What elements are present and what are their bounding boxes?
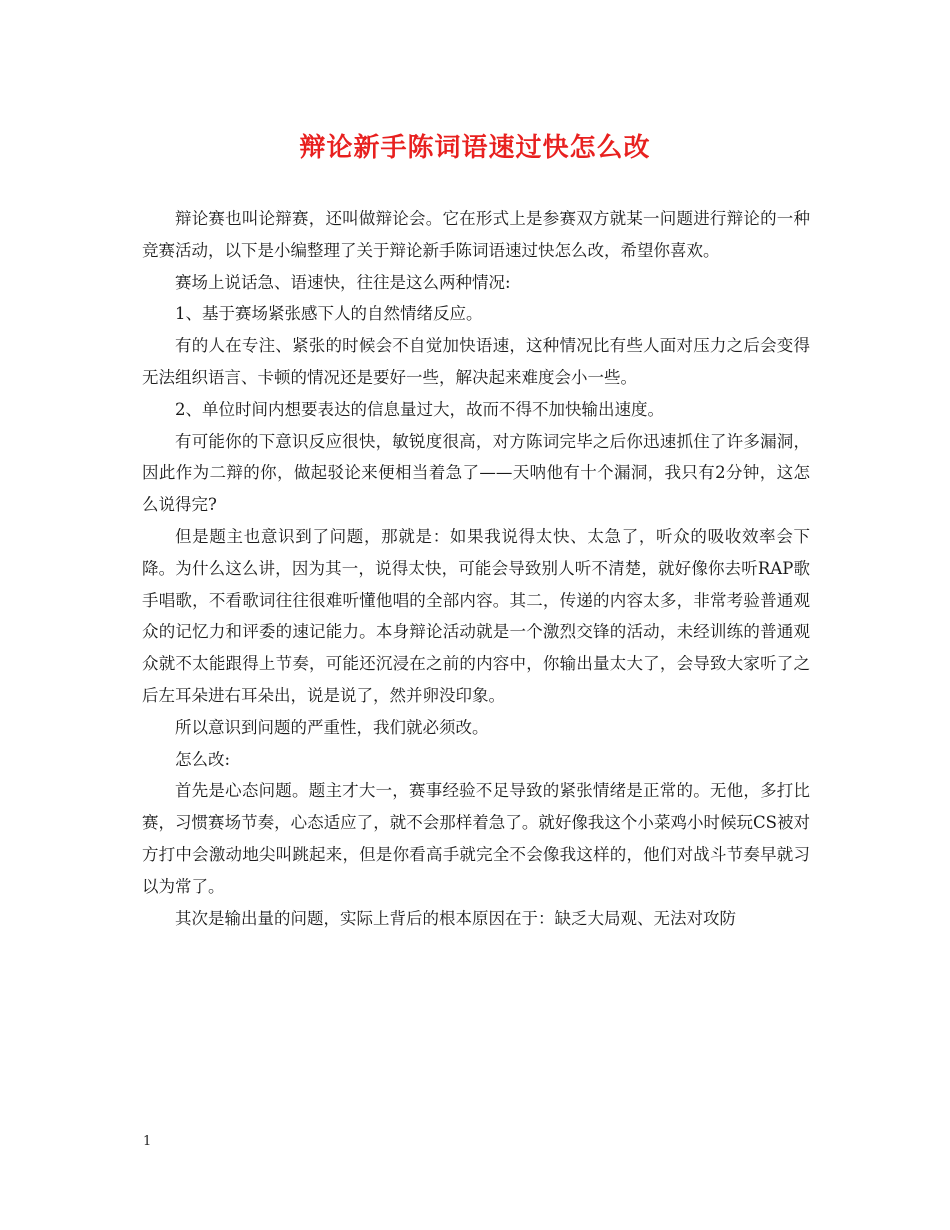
paragraph-output: 其次是输出量的问题，实际上背后的根本原因在于：缺乏大局观、无法对攻防 [175,908,736,928]
paragraph-intro: 辩论赛也叫论辩赛，还叫做辩论会。它在形式上是参赛双方就某一问题进行辩论的一种竞赛活动，以下是小编整理了关于辩论新手陈词语速过快怎么改，希望你喜欢。 [142,209,810,260]
paragraph-problem: 但是题主也意识到了问题，那就是：如果我说得太快、太急了，听众的吸收效率会下降。为什么这么讲，因为其一，说得太快，可能会导致别人听不清楚，就好像你去听RAP歌手唱歌，不看歌词往往很难听懂他唱的全部内容。其二，传递的内容太多，非常考验普通观众的记忆力和评委的速记能力。本身辩论活动就是一个激烈交锋的活动，未经训练的普通观众就不太能跟得上节奏，可能还沉浸在之前的内容中，你输出量太大了，会导致大家听了之后左耳朵进右耳朵出，说是说了，然并卵没印象。 [142,526,810,705]
paragraph-point-1-detail: 有的人在专注、紧张的时候会不自觉加快语速，这种情况比有些人面对压力之后会变得无法组织语言、卡顿的情况还是要好一些，解决起来难度会小一些。 [142,336,810,387]
paragraph-must-change: 所以意识到问题的严重性，我们就必须改。 [175,717,489,737]
paragraph-point-2: 2、单位时间内想要表达的信息量过大，故而不得不加快输出速度。 [175,399,664,419]
paragraph-point-1: 1、基于赛场紧张感下人的自然情绪反应。 [175,304,483,324]
paragraph-mindset: 首先是心态问题。题主才大一，赛事经验不足导致的紧张情绪是正常的。无他，多打比赛，习惯赛场节奏，心态适应了，就不会那样着急了。就好像我这个小菜鸡小时候玩CS被对方打中会激动地尖叫跳起来，但是你看高手就完全不会像我这样的，他们对战斗节奏早就习以为常了。 [142,781,810,896]
paragraph-situations: 赛场上说话急、语速快，往往是这么两种情况: [175,272,511,292]
paragraph-how-to-change: 怎么改: [175,749,231,769]
page-number: 1 [143,1134,152,1149]
document-body [142,203,810,934]
paragraph-point-2-detail: 有可能你的下意识反应很快，敏锐度很高，对方陈词完毕之后你迅速抓住了许多漏洞，因此作为二辩的你，做起驳论来便相当着急了——天呐他有十个漏洞，我只有2分钟，这怎么说得完? [142,431,810,515]
document-title: 辩论新手陈词语速过快怎么改 [299,133,651,163]
